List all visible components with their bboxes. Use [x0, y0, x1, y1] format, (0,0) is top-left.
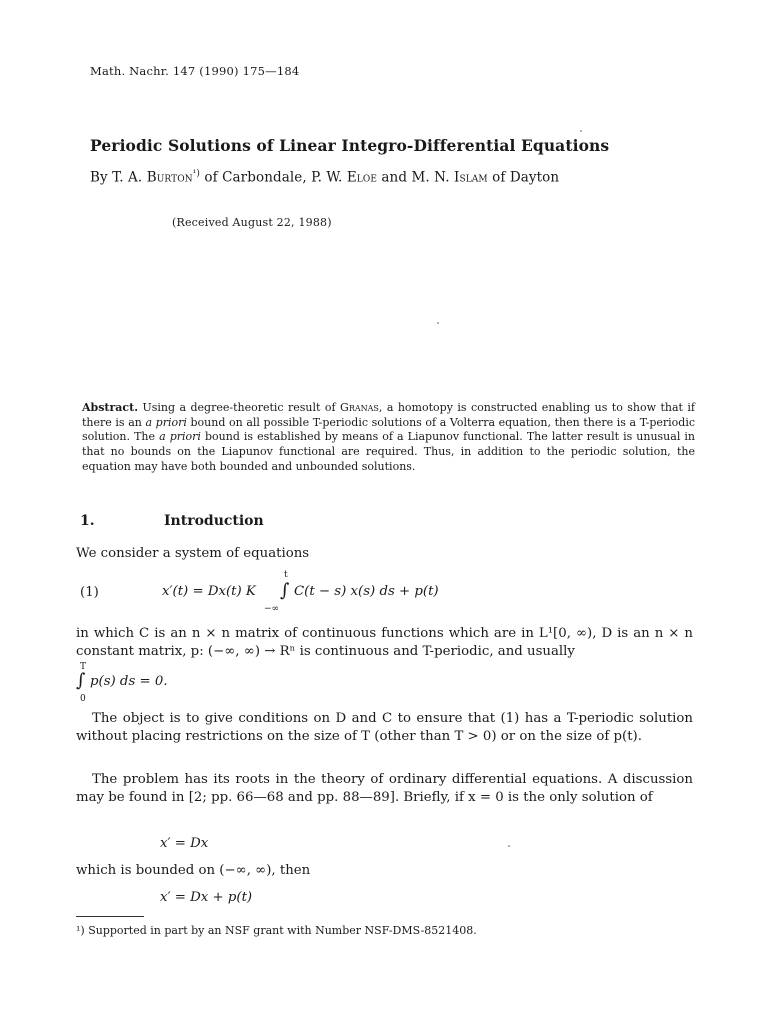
section-title: Introduction [164, 513, 264, 529]
integral-p-sign: ∫ [76, 670, 86, 691]
section-number: 1. [80, 513, 95, 529]
equation-1-upper-limit: t [284, 570, 288, 580]
abstract-text-1: Using a degree-theoretic result of [138, 401, 341, 414]
intro-line: We consider a system of equations [76, 546, 310, 561]
equation-1-label: (1) [80, 585, 99, 600]
paragraph-bounded: which is bounded on (−∞, ∞), then [76, 863, 311, 878]
integral-p-lower: 0 [80, 694, 86, 704]
equation-forced: x′ = Dx + p(t) [160, 890, 253, 905]
equation-1-rhs: C(t − s) x(s) ds + p(t) [294, 584, 439, 599]
footnote-rule [76, 916, 144, 917]
abstract-granas: Granas [340, 401, 379, 414]
author-eloe: Eloe [346, 169, 377, 186]
scan-speck [580, 130, 582, 132]
integral-p-upper: T [80, 662, 87, 672]
abstract-label: Abstract. [82, 401, 139, 414]
paragraph-which: in which C is an n × n matrix of continuous functions which are in L¹[0, ∞), D is an n × n constant matrix, p: (−∞, ∞) → Rⁿ is continuous and T-periodic, and usually [76, 626, 693, 659]
scan-speck [508, 845, 510, 847]
byline-prefix: By T. A. [90, 169, 147, 186]
equation-1-lower-limit: −∞ [264, 604, 280, 614]
integral-sign: ∫ [280, 580, 290, 601]
footnote-marker: ¹) [192, 169, 200, 179]
abstract-apriori-2: a priori [159, 430, 201, 444]
abstract [82, 401, 695, 475]
scan-speck [437, 322, 439, 324]
paragraph-object: The object is to give conditions on D and C to ensure that (1) has a T-periodic solution without placing restrictions on the size of T (other than T > 0) or on the size of p(t). [76, 711, 693, 744]
byline-mid2: and M. N. [377, 169, 455, 186]
paragraph-problem: The problem has its roots in the theory of ordinary differential equations. A discussion may be found in [2; pp. 66—68 and pp. 88—89]. Briefly, if x = 0 is the only solution of [76, 772, 693, 805]
byline-suffix: of Dayton [487, 169, 560, 186]
integral-p-expression: p(s) ds = 0. [90, 674, 168, 689]
equation-homogeneous: x′ = Dx [160, 836, 209, 851]
abstract-text-2: , a homotopy is constructed enabling us to show that if there is an [82, 401, 695, 429]
journal-citation: Math. Nachr. 147 (1990) 175—184 [90, 64, 300, 78]
byline-mid1: of Carbondale, P. W. [200, 169, 347, 186]
footnote: ¹) Supported in part by an NSF grant with Number NSF-DMS-8521408. [76, 924, 477, 937]
abstract-text-3: bound on all possible T-periodic solutions of a Volterra equation, then there is a T-periodic solution. The [82, 415, 695, 444]
author-islam: Islam [454, 169, 488, 186]
abstract-text-4: bound is established by means of a Liapunov functional. The latter result is unusual in that no bounds on the Liapunov functional are required. Thus, in addition to the periodic solution, the equation may have both bounded and unbounded solutions. [82, 430, 696, 473]
abstract-apriori-1: a priori [145, 415, 187, 429]
author-byline [90, 169, 559, 186]
paper-title: Periodic Solutions of Linear Integro-Differential Equations [90, 136, 610, 155]
received-date: (Received August 22, 1988) [172, 216, 332, 229]
author-burton: Burton [146, 169, 193, 186]
equation-1-lhs: x′(t) = Dx(t) K [162, 584, 256, 599]
